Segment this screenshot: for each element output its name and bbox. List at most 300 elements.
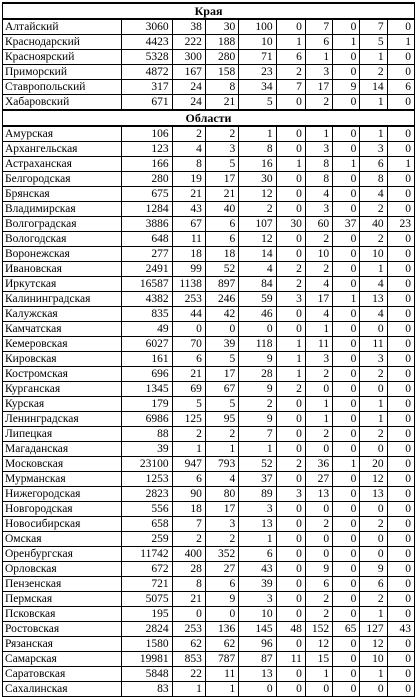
value-cell: 0 bbox=[387, 292, 414, 307]
value-cell: 38 bbox=[172, 19, 205, 35]
table-row bbox=[3, 50, 415, 65]
value-cell: 100 bbox=[239, 19, 276, 35]
value-cell: 19 bbox=[172, 172, 205, 187]
value-cell: 6 bbox=[205, 217, 238, 232]
section-title: Края bbox=[3, 3, 415, 19]
table-row bbox=[3, 622, 415, 637]
value-cell: 0 bbox=[333, 442, 360, 457]
region-name-cell: Ивановская bbox=[3, 262, 122, 277]
value-cell: 12 bbox=[360, 472, 387, 487]
value-cell: 6986 bbox=[122, 412, 172, 427]
value-cell: 1 bbox=[205, 442, 238, 457]
region-name-cell: Ростовская bbox=[3, 622, 122, 637]
value-cell: 158 bbox=[205, 65, 238, 80]
region-name-cell: Воронежская bbox=[3, 247, 122, 262]
value-cell: 21 bbox=[205, 95, 238, 111]
value-cell: 5 bbox=[239, 95, 276, 111]
value-cell: 0 bbox=[333, 367, 360, 382]
value-cell: 2 bbox=[360, 232, 387, 247]
table-row bbox=[3, 592, 415, 607]
value-cell: 0 bbox=[333, 337, 360, 352]
region-name-cell: Сахалинская bbox=[3, 682, 122, 697]
value-cell: 2491 bbox=[122, 262, 172, 277]
value-cell: 2 bbox=[305, 95, 332, 111]
value-cell: 658 bbox=[122, 517, 172, 532]
value-cell: 0 bbox=[276, 142, 305, 157]
value-cell: 4 bbox=[360, 277, 387, 292]
table-body bbox=[3, 3, 415, 697]
value-cell: 0 bbox=[276, 172, 305, 187]
value-cell: 167 bbox=[172, 65, 205, 80]
table-row bbox=[3, 577, 415, 592]
value-cell: 5 bbox=[205, 397, 238, 412]
value-cell: 21 bbox=[172, 187, 205, 202]
value-cell: 4 bbox=[305, 307, 332, 322]
region-name-cell: Архангельская bbox=[3, 142, 122, 157]
value-cell: 7 bbox=[305, 19, 332, 35]
value-cell: 13 bbox=[360, 487, 387, 502]
value-cell: 5 bbox=[360, 35, 387, 50]
value-cell: 9 bbox=[305, 562, 332, 577]
value-cell: 0 bbox=[387, 442, 414, 457]
value-cell: 13 bbox=[360, 292, 387, 307]
value-cell: 16 bbox=[239, 157, 276, 172]
value-cell: 3 bbox=[360, 142, 387, 157]
table-row bbox=[3, 172, 415, 187]
value-cell: 0 bbox=[276, 19, 305, 35]
value-cell: 9 bbox=[239, 412, 276, 427]
value-cell: 161 bbox=[122, 352, 172, 367]
value-cell: 259 bbox=[122, 532, 172, 547]
value-cell: 0 bbox=[360, 532, 387, 547]
table-row bbox=[3, 457, 415, 472]
value-cell: 2 bbox=[276, 65, 305, 80]
value-cell: 222 bbox=[172, 35, 205, 50]
value-cell: 0 bbox=[276, 577, 305, 592]
table-row bbox=[3, 547, 415, 562]
value-cell: 5075 bbox=[122, 592, 172, 607]
value-cell: 11 bbox=[305, 337, 332, 352]
table-row bbox=[3, 412, 415, 427]
table-row bbox=[3, 307, 415, 322]
value-cell: 4 bbox=[305, 277, 332, 292]
table-row bbox=[3, 80, 415, 95]
value-cell: 36 bbox=[305, 457, 332, 472]
table-row bbox=[3, 502, 415, 517]
value-cell: 0 bbox=[276, 427, 305, 442]
value-cell: 27 bbox=[205, 562, 238, 577]
value-cell: 721 bbox=[122, 577, 172, 592]
value-cell: 40 bbox=[360, 217, 387, 232]
value-cell: 0 bbox=[276, 532, 305, 547]
table-row bbox=[3, 682, 415, 697]
value-cell: 1 bbox=[360, 412, 387, 427]
value-cell: 0 bbox=[276, 592, 305, 607]
value-cell: 0 bbox=[333, 322, 360, 337]
value-cell: 0 bbox=[276, 95, 305, 111]
value-cell: 10 bbox=[305, 247, 332, 262]
value-cell: 1 bbox=[360, 95, 387, 111]
value-cell: 300 bbox=[172, 50, 205, 65]
value-cell: 8 bbox=[360, 172, 387, 187]
value-cell: 696 bbox=[122, 367, 172, 382]
value-cell: 8 bbox=[305, 157, 332, 172]
value-cell: 0 bbox=[333, 65, 360, 80]
value-cell: 15 bbox=[305, 652, 332, 667]
value-cell: 280 bbox=[205, 50, 238, 65]
region-name-cell: Саратовская bbox=[3, 667, 122, 682]
value-cell: 52 bbox=[239, 457, 276, 472]
value-cell: 6 bbox=[360, 157, 387, 172]
value-cell: 0 bbox=[360, 547, 387, 562]
value-cell: 30 bbox=[239, 172, 276, 187]
table-row bbox=[3, 562, 415, 577]
value-cell: 18 bbox=[205, 247, 238, 262]
value-cell: 3 bbox=[239, 502, 276, 517]
value-cell: 0 bbox=[387, 337, 414, 352]
value-cell: 9 bbox=[360, 562, 387, 577]
value-cell: 0 bbox=[276, 547, 305, 562]
value-cell: 6 bbox=[387, 80, 414, 95]
value-cell: 1 bbox=[360, 50, 387, 65]
value-cell: 1 bbox=[239, 532, 276, 547]
value-cell: 6 bbox=[172, 352, 205, 367]
value-cell: 2 bbox=[239, 202, 276, 217]
value-cell: 2 bbox=[305, 427, 332, 442]
value-cell: 648 bbox=[122, 232, 172, 247]
value-cell: 0 bbox=[387, 682, 414, 697]
region-name-cell: Самарская bbox=[3, 652, 122, 667]
value-cell: 0 bbox=[333, 592, 360, 607]
value-cell: 280 bbox=[122, 172, 172, 187]
value-cell: 0 bbox=[276, 682, 305, 697]
value-cell: 7 bbox=[276, 80, 305, 95]
value-cell: 11 bbox=[205, 667, 238, 682]
value-cell: 2 bbox=[276, 277, 305, 292]
value-cell: 0 bbox=[387, 65, 414, 80]
value-cell: 2 bbox=[172, 427, 205, 442]
value-cell: 6 bbox=[360, 577, 387, 592]
value-cell: 0 bbox=[333, 397, 360, 412]
value-cell: 352 bbox=[205, 547, 238, 562]
value-cell: 2823 bbox=[122, 487, 172, 502]
value-cell: 0 bbox=[387, 262, 414, 277]
value-cell: 43 bbox=[172, 202, 205, 217]
value-cell: 8 bbox=[172, 577, 205, 592]
table-row bbox=[3, 35, 415, 50]
value-cell: 0 bbox=[387, 532, 414, 547]
value-cell: 947 bbox=[172, 457, 205, 472]
value-cell: 0 bbox=[360, 442, 387, 457]
value-cell: 0 bbox=[333, 562, 360, 577]
value-cell: 123 bbox=[122, 142, 172, 157]
value-cell: 1 bbox=[387, 157, 414, 172]
value-cell: 253 bbox=[172, 292, 205, 307]
value-cell: 28 bbox=[172, 562, 205, 577]
value-cell: 9 bbox=[205, 592, 238, 607]
value-cell: 3 bbox=[305, 202, 332, 217]
value-cell: 1 bbox=[276, 352, 305, 367]
value-cell: 17 bbox=[305, 80, 332, 95]
value-cell: 3060 bbox=[122, 19, 172, 35]
value-cell: 42 bbox=[205, 307, 238, 322]
value-cell: 4 bbox=[305, 187, 332, 202]
value-cell: 0 bbox=[333, 202, 360, 217]
value-cell: 3 bbox=[205, 142, 238, 157]
value-cell: 1 bbox=[360, 126, 387, 142]
value-cell: 671 bbox=[122, 95, 172, 111]
value-cell: 5 bbox=[205, 352, 238, 367]
value-cell: 1 bbox=[276, 337, 305, 352]
value-cell: 18 bbox=[172, 247, 205, 262]
value-cell: 0 bbox=[333, 262, 360, 277]
value-cell: 0 bbox=[305, 502, 332, 517]
region-name-cell: Орловская bbox=[3, 562, 122, 577]
value-cell: 52 bbox=[205, 262, 238, 277]
value-cell: 24 bbox=[172, 95, 205, 111]
region-name-cell: Астраханская bbox=[3, 157, 122, 172]
value-cell: 84 bbox=[239, 277, 276, 292]
region-name-cell: Иркутская bbox=[3, 277, 122, 292]
value-cell: 2 bbox=[276, 382, 305, 397]
value-cell: 166 bbox=[122, 157, 172, 172]
value-cell: 19981 bbox=[122, 652, 172, 667]
value-cell: 188 bbox=[205, 35, 238, 50]
value-cell: 0 bbox=[387, 427, 414, 442]
value-cell: 2 bbox=[305, 592, 332, 607]
value-cell: 0 bbox=[276, 502, 305, 517]
value-cell: 1 bbox=[276, 157, 305, 172]
value-cell: 0 bbox=[276, 517, 305, 532]
value-cell: 0 bbox=[387, 352, 414, 367]
value-cell: 6 bbox=[205, 232, 238, 247]
table-row bbox=[3, 19, 415, 35]
value-cell: 1 bbox=[360, 262, 387, 277]
value-cell: 2 bbox=[360, 367, 387, 382]
value-cell: 2 bbox=[360, 592, 387, 607]
value-cell: 17 bbox=[205, 172, 238, 187]
value-cell: 3 bbox=[305, 65, 332, 80]
value-cell: 12 bbox=[305, 637, 332, 652]
section-header-row bbox=[3, 3, 415, 19]
value-cell: 0 bbox=[387, 652, 414, 667]
value-cell: 37 bbox=[333, 217, 360, 232]
value-cell: 3 bbox=[239, 592, 276, 607]
value-cell: 67 bbox=[205, 382, 238, 397]
value-cell: 1 bbox=[360, 607, 387, 622]
region-name-cell: Приморский bbox=[3, 65, 122, 80]
value-cell: 0 bbox=[276, 607, 305, 622]
value-cell: 71 bbox=[239, 50, 276, 65]
value-cell: 0 bbox=[305, 442, 332, 457]
value-cell: 9 bbox=[239, 382, 276, 397]
value-cell: 11 bbox=[360, 337, 387, 352]
value-cell: 0 bbox=[333, 652, 360, 667]
region-name-cell: Новгородская bbox=[3, 502, 122, 517]
table-row bbox=[3, 232, 415, 247]
region-name-cell: Курская bbox=[3, 397, 122, 412]
value-cell: 0 bbox=[276, 412, 305, 427]
value-cell: 0 bbox=[305, 382, 332, 397]
value-cell: 0 bbox=[276, 126, 305, 142]
value-cell: 89 bbox=[239, 487, 276, 502]
region-name-cell: Белгородская bbox=[3, 172, 122, 187]
value-cell: 0 bbox=[387, 592, 414, 607]
value-cell: 21 bbox=[205, 187, 238, 202]
value-cell: 0 bbox=[387, 50, 414, 65]
value-cell: 0 bbox=[305, 682, 332, 697]
value-cell: 0 bbox=[305, 532, 332, 547]
value-cell: 83 bbox=[122, 682, 172, 697]
value-cell: 16587 bbox=[122, 277, 172, 292]
value-cell: 0 bbox=[360, 382, 387, 397]
value-cell: 0 bbox=[333, 307, 360, 322]
value-cell: 0 bbox=[333, 95, 360, 111]
value-cell: 20 bbox=[360, 457, 387, 472]
value-cell: 3 bbox=[205, 517, 238, 532]
value-cell: 0 bbox=[333, 577, 360, 592]
value-cell: 0 bbox=[360, 682, 387, 697]
value-cell: 0 bbox=[387, 19, 414, 35]
value-cell: 787 bbox=[205, 652, 238, 667]
value-cell: 0 bbox=[333, 472, 360, 487]
value-cell: 1 bbox=[360, 667, 387, 682]
value-cell: 11742 bbox=[122, 547, 172, 562]
region-statistics-table bbox=[2, 2, 415, 697]
table-row bbox=[3, 487, 415, 502]
value-cell: 3 bbox=[305, 352, 332, 367]
value-cell: 195 bbox=[122, 607, 172, 622]
value-cell: 127 bbox=[360, 622, 387, 637]
table-row bbox=[3, 667, 415, 682]
value-cell: 0 bbox=[276, 442, 305, 457]
value-cell: 69 bbox=[172, 382, 205, 397]
table-row bbox=[3, 142, 415, 157]
value-cell: 14 bbox=[360, 80, 387, 95]
value-cell: 0 bbox=[276, 232, 305, 247]
region-name-cell: Мурманская bbox=[3, 472, 122, 487]
value-cell: 0 bbox=[387, 502, 414, 517]
value-cell: 39 bbox=[205, 337, 238, 352]
region-name-cell: Краснодарский bbox=[3, 35, 122, 50]
value-cell: 34 bbox=[239, 80, 276, 95]
value-cell: 7 bbox=[360, 19, 387, 35]
value-cell: 4 bbox=[360, 307, 387, 322]
value-cell: 1 bbox=[333, 292, 360, 307]
value-cell: 1138 bbox=[172, 277, 205, 292]
value-cell: 2824 bbox=[122, 622, 172, 637]
value-cell: 24 bbox=[172, 80, 205, 95]
value-cell: 0 bbox=[333, 667, 360, 682]
table-row bbox=[3, 352, 415, 367]
value-cell: 0 bbox=[276, 187, 305, 202]
value-cell: 0 bbox=[360, 322, 387, 337]
value-cell: 0 bbox=[387, 562, 414, 577]
value-cell: 179 bbox=[122, 397, 172, 412]
value-cell: 0 bbox=[333, 352, 360, 367]
value-cell: 0 bbox=[205, 607, 238, 622]
value-cell: 2 bbox=[305, 517, 332, 532]
value-cell: 2 bbox=[360, 517, 387, 532]
value-cell: 0 bbox=[387, 367, 414, 382]
value-cell: 8 bbox=[172, 157, 205, 172]
value-cell: 0 bbox=[276, 667, 305, 682]
value-cell: 0 bbox=[360, 502, 387, 517]
value-cell: 317 bbox=[122, 80, 172, 95]
value-cell: 17 bbox=[205, 367, 238, 382]
value-cell: 12 bbox=[239, 232, 276, 247]
value-cell: 0 bbox=[387, 547, 414, 562]
value-cell: 1 bbox=[387, 35, 414, 50]
value-cell: 0 bbox=[276, 247, 305, 262]
value-cell: 2 bbox=[205, 532, 238, 547]
value-cell: 18 bbox=[172, 502, 205, 517]
value-cell: 13 bbox=[239, 667, 276, 682]
section-title: Области bbox=[3, 110, 415, 126]
value-cell: 6027 bbox=[122, 337, 172, 352]
region-name-cell: Оренбургская bbox=[3, 547, 122, 562]
value-cell: 2 bbox=[360, 427, 387, 442]
value-cell: 21 bbox=[172, 367, 205, 382]
value-cell: 1 bbox=[333, 457, 360, 472]
value-cell: 0 bbox=[333, 517, 360, 532]
value-cell: 1284 bbox=[122, 202, 172, 217]
value-cell: 48 bbox=[276, 622, 305, 637]
value-cell: 43 bbox=[387, 622, 414, 637]
value-cell: 853 bbox=[172, 652, 205, 667]
value-cell: 10 bbox=[239, 607, 276, 622]
value-cell: 0 bbox=[387, 607, 414, 622]
value-cell: 0 bbox=[333, 126, 360, 142]
region-name-cell: Липецкая bbox=[3, 427, 122, 442]
value-cell: 8 bbox=[305, 172, 332, 187]
value-cell: 1 bbox=[305, 126, 332, 142]
value-cell: 897 bbox=[205, 277, 238, 292]
value-cell: 12 bbox=[360, 637, 387, 652]
region-name-cell: Пензенская bbox=[3, 577, 122, 592]
table-row bbox=[3, 442, 415, 457]
value-cell: 4382 bbox=[122, 292, 172, 307]
value-cell: 1 bbox=[360, 397, 387, 412]
value-cell: 0 bbox=[387, 667, 414, 682]
value-cell: 2 bbox=[276, 457, 305, 472]
value-cell: 0 bbox=[387, 412, 414, 427]
value-cell: 43 bbox=[239, 562, 276, 577]
table-row bbox=[3, 247, 415, 262]
region-name-cell: Ставропольский bbox=[3, 80, 122, 95]
value-cell: 65 bbox=[333, 622, 360, 637]
table-row bbox=[3, 157, 415, 172]
value-cell: 0 bbox=[387, 577, 414, 592]
value-cell: 2 bbox=[305, 262, 332, 277]
value-cell: 13 bbox=[239, 517, 276, 532]
region-name-cell: Калининградская bbox=[3, 292, 122, 307]
table-row bbox=[3, 532, 415, 547]
value-cell: 10 bbox=[239, 35, 276, 50]
value-cell: 2 bbox=[172, 532, 205, 547]
value-cell: 0 bbox=[387, 322, 414, 337]
value-cell: 253 bbox=[172, 622, 205, 637]
value-cell: 0 bbox=[205, 322, 238, 337]
value-cell: 39 bbox=[239, 577, 276, 592]
value-cell: 0 bbox=[239, 322, 276, 337]
region-name-cell: Хабаровский bbox=[3, 95, 122, 111]
region-name-cell: Омская bbox=[3, 532, 122, 547]
region-name-cell: Костромская bbox=[3, 367, 122, 382]
region-name-cell: Кемеровская bbox=[3, 337, 122, 352]
value-cell: 0 bbox=[333, 232, 360, 247]
value-cell: 0 bbox=[276, 562, 305, 577]
